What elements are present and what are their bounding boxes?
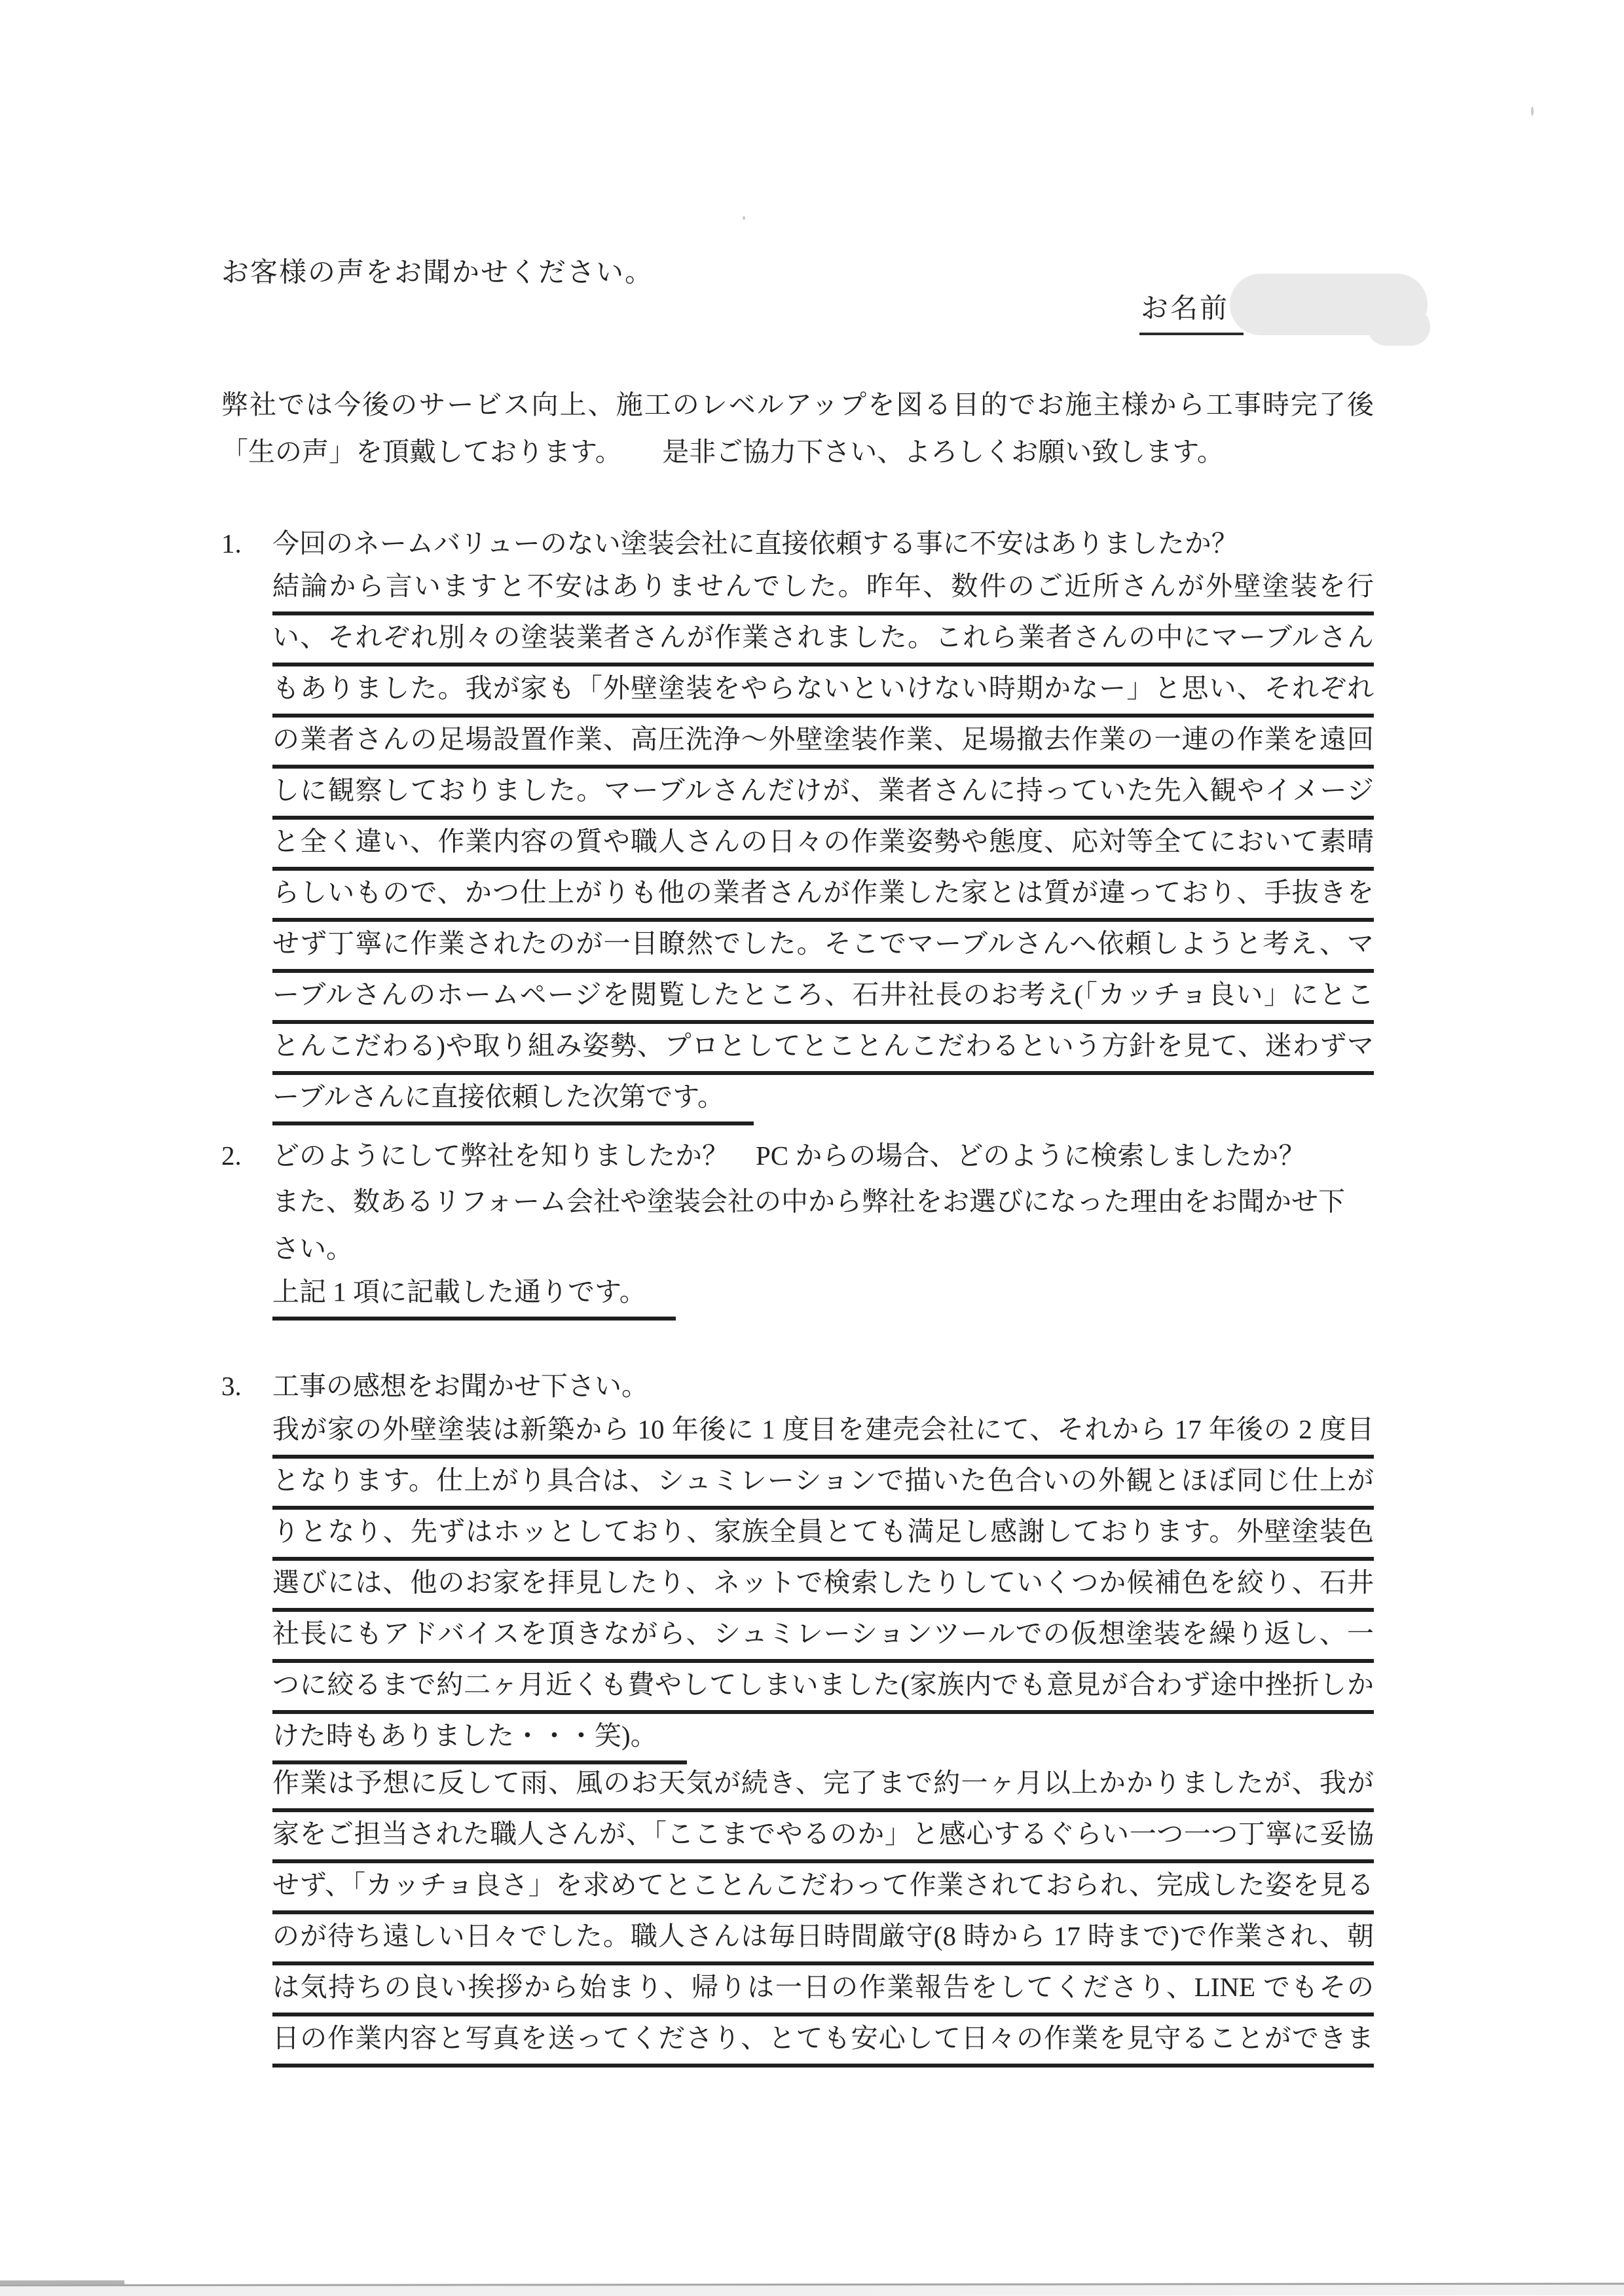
answer-line: 作業は予想に反して雨、風のお天気が続き、完了まで約一ヶ月以上かかりましたが、我が bbox=[272, 1761, 1374, 1812]
answer-line: せず丁寧に作業されたのが一目瞭然でした。そこでマーブルさんへ依頼しようと考え、マ bbox=[272, 922, 1374, 973]
answer-line: となります。仕上がり具合は、シュミレーションで描いた色合いの外観とほぼ同じ仕上が bbox=[272, 1459, 1374, 1510]
question-2-number: 2. bbox=[221, 1140, 242, 1171]
name-redaction-blob bbox=[1230, 274, 1428, 335]
answer-line-underlined-text: けた時もありました・・・笑)。 bbox=[272, 1714, 687, 1764]
question-3-text: 工事の感想をお聞かせ下さい。 bbox=[272, 1371, 648, 1401]
question-1 bbox=[221, 520, 1375, 566]
answer-line bbox=[272, 1270, 1374, 1317]
answer-line: 選びには、他のお家を拝見したり、ネットで検索したりしていくつか候補色を絞り、石井 bbox=[272, 1561, 1374, 1612]
question-2-text: また、数あるリフォーム会社や塗装会社の中から弊社をお選びになった理由をお聞かせ下 bbox=[272, 1186, 1345, 1216]
question-3-number: 3. bbox=[221, 1371, 242, 1401]
answer-line: の業者さんの足場設置作業、高圧洗浄～外壁塗装作業、足場撤去作業の一連の作業を遠回 bbox=[272, 718, 1374, 769]
question-1-number: 1. bbox=[221, 528, 242, 558]
intro-line-2: 「生の声」を頂戴しております。 是非ご協力下さい、よろしくお願い致します。 bbox=[221, 437, 1224, 467]
question-1-text: 今回のネームバリューのない塗装会社に直接依頼する事に不安はありましたか？ bbox=[272, 528, 1238, 558]
answer-2 bbox=[272, 1270, 1374, 1317]
answer-line bbox=[272, 1714, 1374, 1761]
question-2-text: さい。 bbox=[272, 1233, 353, 1264]
answer-line: もありました。我が家も「外壁塗装をやらないといけない時期かなー」と思い、それぞれ bbox=[272, 666, 1374, 718]
answer-line: い、それぞれ別々の塗装業者さんが作業されました。これら業者さんの中にマーブルさん bbox=[272, 615, 1374, 666]
question-2-text: どのようにして弊社を知りましたか？ PC からの場合、どのように検索しましたか？ bbox=[272, 1140, 1306, 1171]
answer-line: せず、「カッチョ良さ」を求めてとことんこだわって作業されておられ、完成した姿を見る bbox=[272, 1863, 1374, 1914]
answer-line-underlined-text: 上記 1 項に記載した通りです。 bbox=[272, 1270, 676, 1321]
answer-line: つに絞るまで約二ヶ月近くも費やしてしまいました(家族内でも意見が合わず途中挫折しか bbox=[272, 1663, 1374, 1714]
question-2 bbox=[221, 1133, 1375, 1273]
answer-line-underlined-text: ーブルさんに直接依頼した次第です。 bbox=[272, 1075, 754, 1125]
name-label: お名前 bbox=[1139, 287, 1244, 335]
answer-line: は気持ちの良い挨拶から始まり、帰りは一日の作業報告をしてくださり、LINE でもその bbox=[272, 1965, 1374, 2016]
answer-1 bbox=[272, 564, 1374, 1122]
scan-edge-artifact bbox=[0, 2283, 1624, 2296]
answer-line bbox=[272, 1075, 1374, 1122]
answer-line: 家をご担当された職人さんが、「ここまでやるのか」と感心するぐらい一つ一つ丁寧に妥協 bbox=[272, 1812, 1374, 1863]
answer-line: 社長にもアドバイスを頂きながら、シュミレーションツールでの仮想塗装を繰り返し、一 bbox=[272, 1612, 1374, 1663]
page-title: お客様の声をお聞かせください。 bbox=[221, 258, 654, 288]
answer-line: とんこだわる)や取り組み姿勢、プロとしてとことんこだわるという方針を見て、迷わずマ bbox=[272, 1024, 1374, 1075]
answer-line: のが待ち遠しい日々でした。職人さんは毎日時間厳守(8 時から 17 時まで)で作業され、朝 bbox=[272, 1914, 1374, 1965]
answer-line: 我が家の外壁塗装は新築から 10 年後に 1 度目を建売会社にて、それから 17 年後の 2 度目 bbox=[272, 1408, 1374, 1459]
answer-line: りとなり、先ずはホッとしており、家族全員とても満足し感謝しております。外壁塗装色 bbox=[272, 1510, 1374, 1561]
answer-line: しに観察しておりました。マーブルさんだけが、業者さんに持っていた先入観やイメージ bbox=[272, 769, 1374, 820]
answer-line: 日の作業内容と写真を送ってくださり、とても安心して日々の作業を見守ることができま bbox=[272, 2016, 1374, 2068]
scan-dust-speck bbox=[743, 216, 745, 220]
question-3 bbox=[221, 1363, 1375, 1409]
scan-dust-speck bbox=[1531, 107, 1534, 116]
answer-line: と全く違い、作業内容の質や職人さんの日々の作業姿勢や態度、応対等全てにおいて素晴 bbox=[272, 820, 1374, 871]
name-field bbox=[1139, 287, 1454, 359]
intro-paragraph bbox=[221, 382, 1374, 476]
answer-line: 結論から言いますと不安はありませんでした。昨年、数件のご近所さんが外壁塗装を行 bbox=[272, 564, 1374, 615]
answer-3 bbox=[272, 1408, 1374, 2068]
intro-line-1: 弊社では今後のサービス向上、施工のレベルアップを図る目的でお施主様から工事時完了後 bbox=[221, 390, 1374, 420]
answer-line: らしいもので、かつ仕上がりも他の業者さんが作業した家とは質が違っており、手抜きを bbox=[272, 871, 1374, 922]
answer-line: ーブルさんのホームページを閲覧したところ、石井社長のお考え(「カッチョ良い」にとこ bbox=[272, 973, 1374, 1024]
